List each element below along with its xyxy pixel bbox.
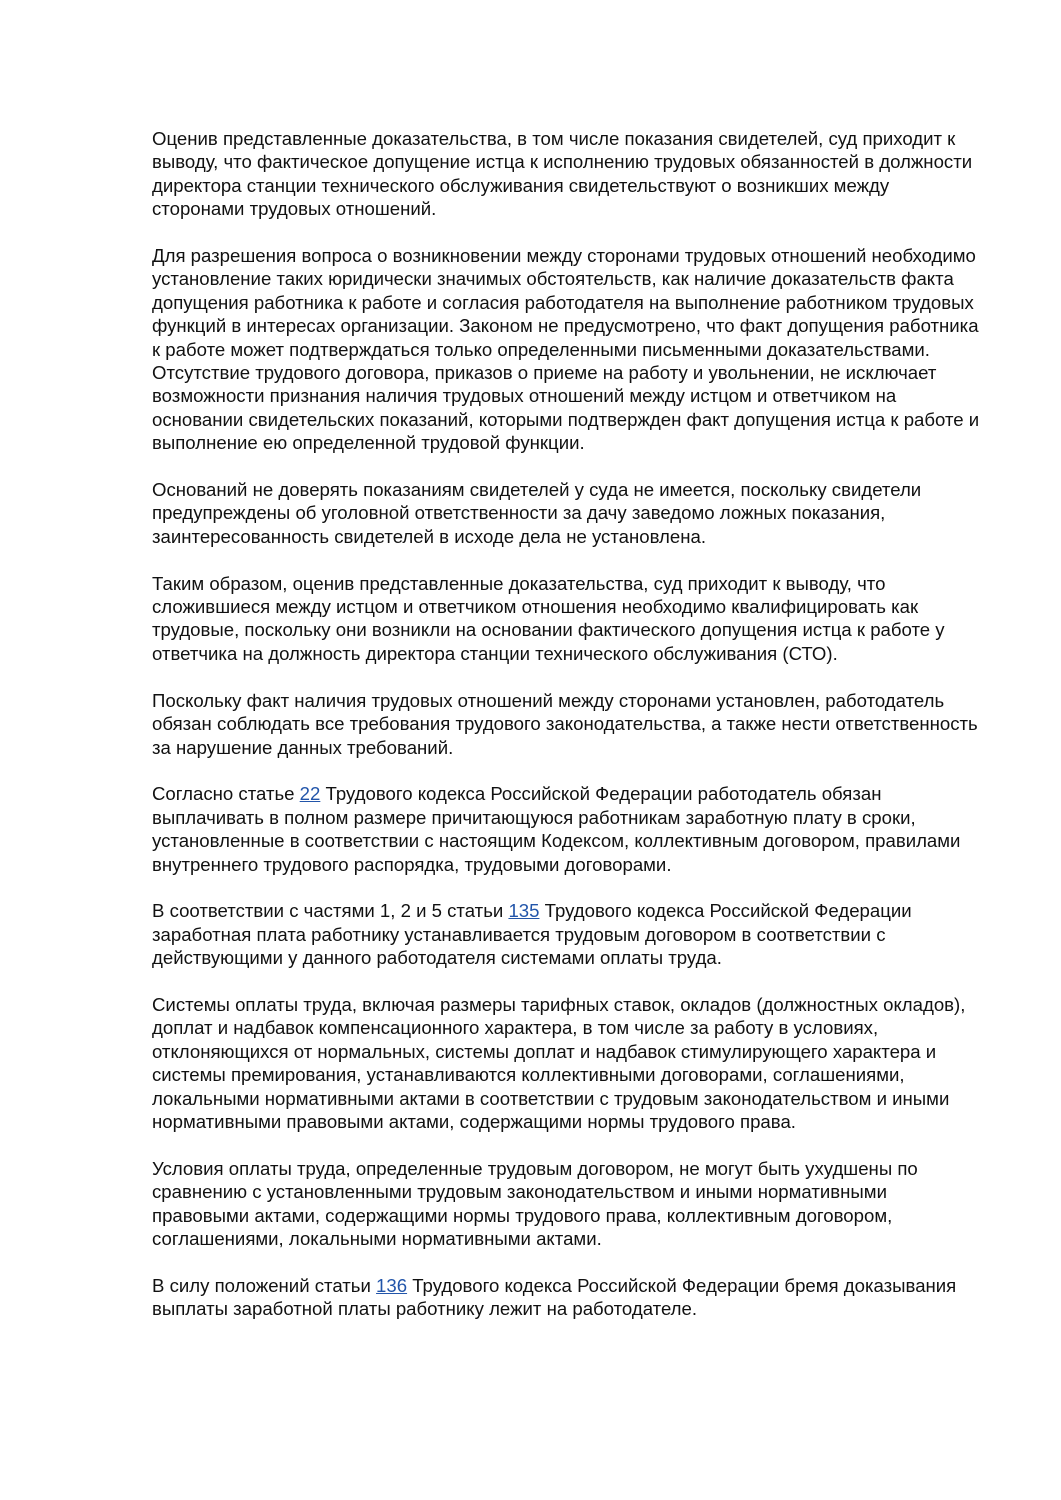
paragraph-7-after: Трудового кодекса Российской Федерации заработная плата работнику устанавливается трудовым договором в соответствии с действующими у данного работодателя системами оплаты труда. (152, 900, 912, 969)
paragraph-5: Поскольку факт наличия трудовых отношений между сторонами установлен, работодатель обязан соблюдать все требования трудового законодательства, а также нести ответственность за нарушение данных требований. (152, 689, 978, 758)
paragraph-7 (152, 899, 982, 969)
paragraph-6-after: Трудового кодекса Российской Федерации работодатель обязан выплачивать в полном размере причитающуюся работникам заработную плату в сроки, установленные в соответствии с настоящим Кодексом, коллективным договором, правилами внутреннего трудового распорядка, трудовыми договорами. (152, 783, 961, 875)
paragraph-6 (152, 782, 982, 876)
article-22-link[interactable]: 22 (299, 783, 321, 805)
paragraph-7-before: В соответствии с частями 1, 2 и 5 статьи (152, 900, 509, 922)
paragraph-1: Оценив представленные доказательства, в том числе показания свидетелей, суд приходит к выводу, что фактическое допущение истца к исполнению трудовых обязанностей в должности директора станции технического обслуживания свидетельствуют о возникших между сторонами трудовых отношений. (152, 128, 973, 220)
paragraph-3: Оснований не доверять показаниям свидетелей у суда не имеется, поскольку свидетели предупреждены об уголовной ответственности за дачу заведомо ложных показания, заинтересованность свидетелей в исходе дела не установлена. (152, 479, 922, 547)
article-135-link[interactable]: 135 (508, 900, 540, 922)
paragraph-2: Для разрешения вопроса о возникновении между сторонами трудовых отношений необходимо установление таких юридически значимых обстоятельств, как наличие доказательств факта допущения работника к работе и согласия работодателя на выполнение работником трудовых функций в интересах организации. Законом не предусмотрено, что факт допущения работника к работе может подтверждаться только определенными письменными доказательствами. Отсутствие трудового договора, приказов о приеме на работу и увольнении, не исключает возможности признания наличия трудовых отношений между истцом и ответчиком на основании свидетельских показаний, которыми подтвержден факт допущения истца к работе и выполнение ею определенной трудовой функции. (152, 245, 980, 454)
document-body (152, 127, 982, 1344)
paragraph-9: Условия оплаты труда, определенные трудовым договором, не могут быть ухудшены по сравнению с установленными трудовым законодательством и иными нормативными правовыми актами, содержащими нормы трудового права, коллективным договором, соглашениями, локальными нормативными актами. (152, 1157, 918, 1249)
article-136-link[interactable]: 136 (376, 1274, 408, 1296)
paragraph-10 (152, 1274, 982, 1321)
paragraph-8: Системы оплаты труда, включая размеры тарифных ставок, окладов (должностных окладов), доплат и надбавок компенсационного характера, в том числе за работу в условиях, отклоняющихся от нормальных, системы доплат и надбавок стимулирующего характера и системы премирования, устанавливаются коллективными договорами, соглашениями, локальными нормативными актами в соответствии с трудовым законодательством и иными нормативными правовыми актами, содержащими нормы трудового права. (152, 993, 966, 1132)
paragraph-10-before: В силу положений статьи (152, 1274, 377, 1296)
paragraph-10-after: Трудового кодекса Российской Федерации бремя доказывания выплаты заработной платы работнику лежит на работодателе. (152, 1274, 957, 1320)
paragraph-4: Таким образом, оценив представленные доказательства, суд приходит к выводу, что сложившиеся между истцом и ответчиком отношения необходимо квалифицировать как трудовые, поскольку они возникли на основании фактического допущения истца к работе у ответчика на должность директора станции технического обслуживания (СТО). (152, 572, 945, 664)
paragraph-6-before: Согласно статье (152, 783, 300, 805)
